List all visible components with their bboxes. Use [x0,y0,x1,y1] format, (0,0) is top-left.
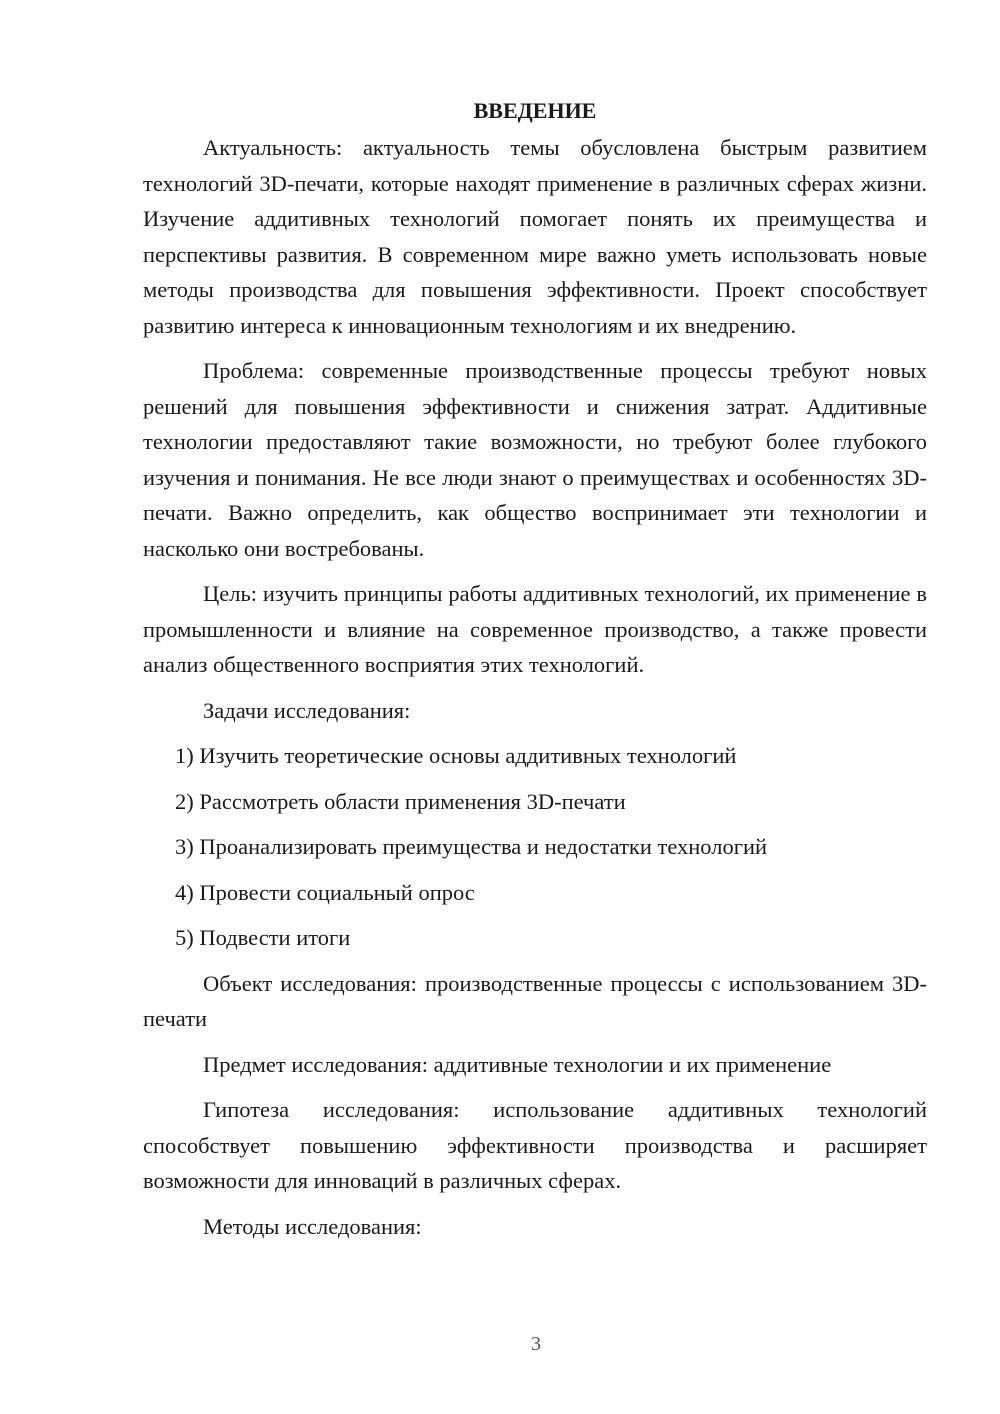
relevance-paragraph: Актуальность: актуальность темы обусловлена быстрым развитием технологий 3D-печати, которые находят применение в различных сферах жизни. Изучение аддитивных технологий помогает понять их преимущества и перспективы развития. В современном мире важно уметь использовать новые методы производства для повышения эффективности. Проект способствует развитию интереса к инновационным технологиям и их внедрению. [143,135,927,338]
list-item: 5) Подвести итоги [175,925,351,950]
list-item: 1) Изучить теоретические основы аддитивных технологий [175,743,737,768]
list-item: 3) Проанализировать преимущества и недостатки технологий [175,834,768,859]
goal-paragraph: Цель: изучить принципы работы аддитивных технологий, их применение в промышленности и влияние на современное производство, а также провести анализ общественного восприятия этих технологий. [143,581,927,677]
tasks-list [143,738,927,956]
page-number: 3 [531,1333,541,1355]
tasks-heading: Задачи исследования: [203,697,411,723]
list-item: 2) Рассмотреть области применения 3D-печати [175,788,626,814]
subject-paragraph: Предмет исследования: аддитивные технологии и их применение [203,1051,832,1077]
hypothesis-paragraph: Гипотеза исследования: использование аддитивных технологий способствует повышению эффективности производства и расширяет возможности для инноваций в различных сферах. [143,1097,927,1193]
object-paragraph: Объект исследования: производственные процессы с использованием 3D-печати [143,970,927,1031]
problem-paragraph: Проблема: современные производственные процессы требуют новых решений для повышения эффективности и снижения затрат. Аддитивные технологии предоставляют такие возможности, но требуют более глубокого изучения и понимания. Не все люди знают о преимуществах и особенностях 3D-печати. Важно определить, как общество воспринимает эти технологии и насколько они востребованы. [143,358,927,561]
document-page [143,96,927,1254]
list-item: 4) Провести социальный опрос [175,879,475,905]
page-title: ВВЕДЕНИЕ [473,98,597,123]
methods-paragraph: Методы исследования: [203,1213,422,1239]
